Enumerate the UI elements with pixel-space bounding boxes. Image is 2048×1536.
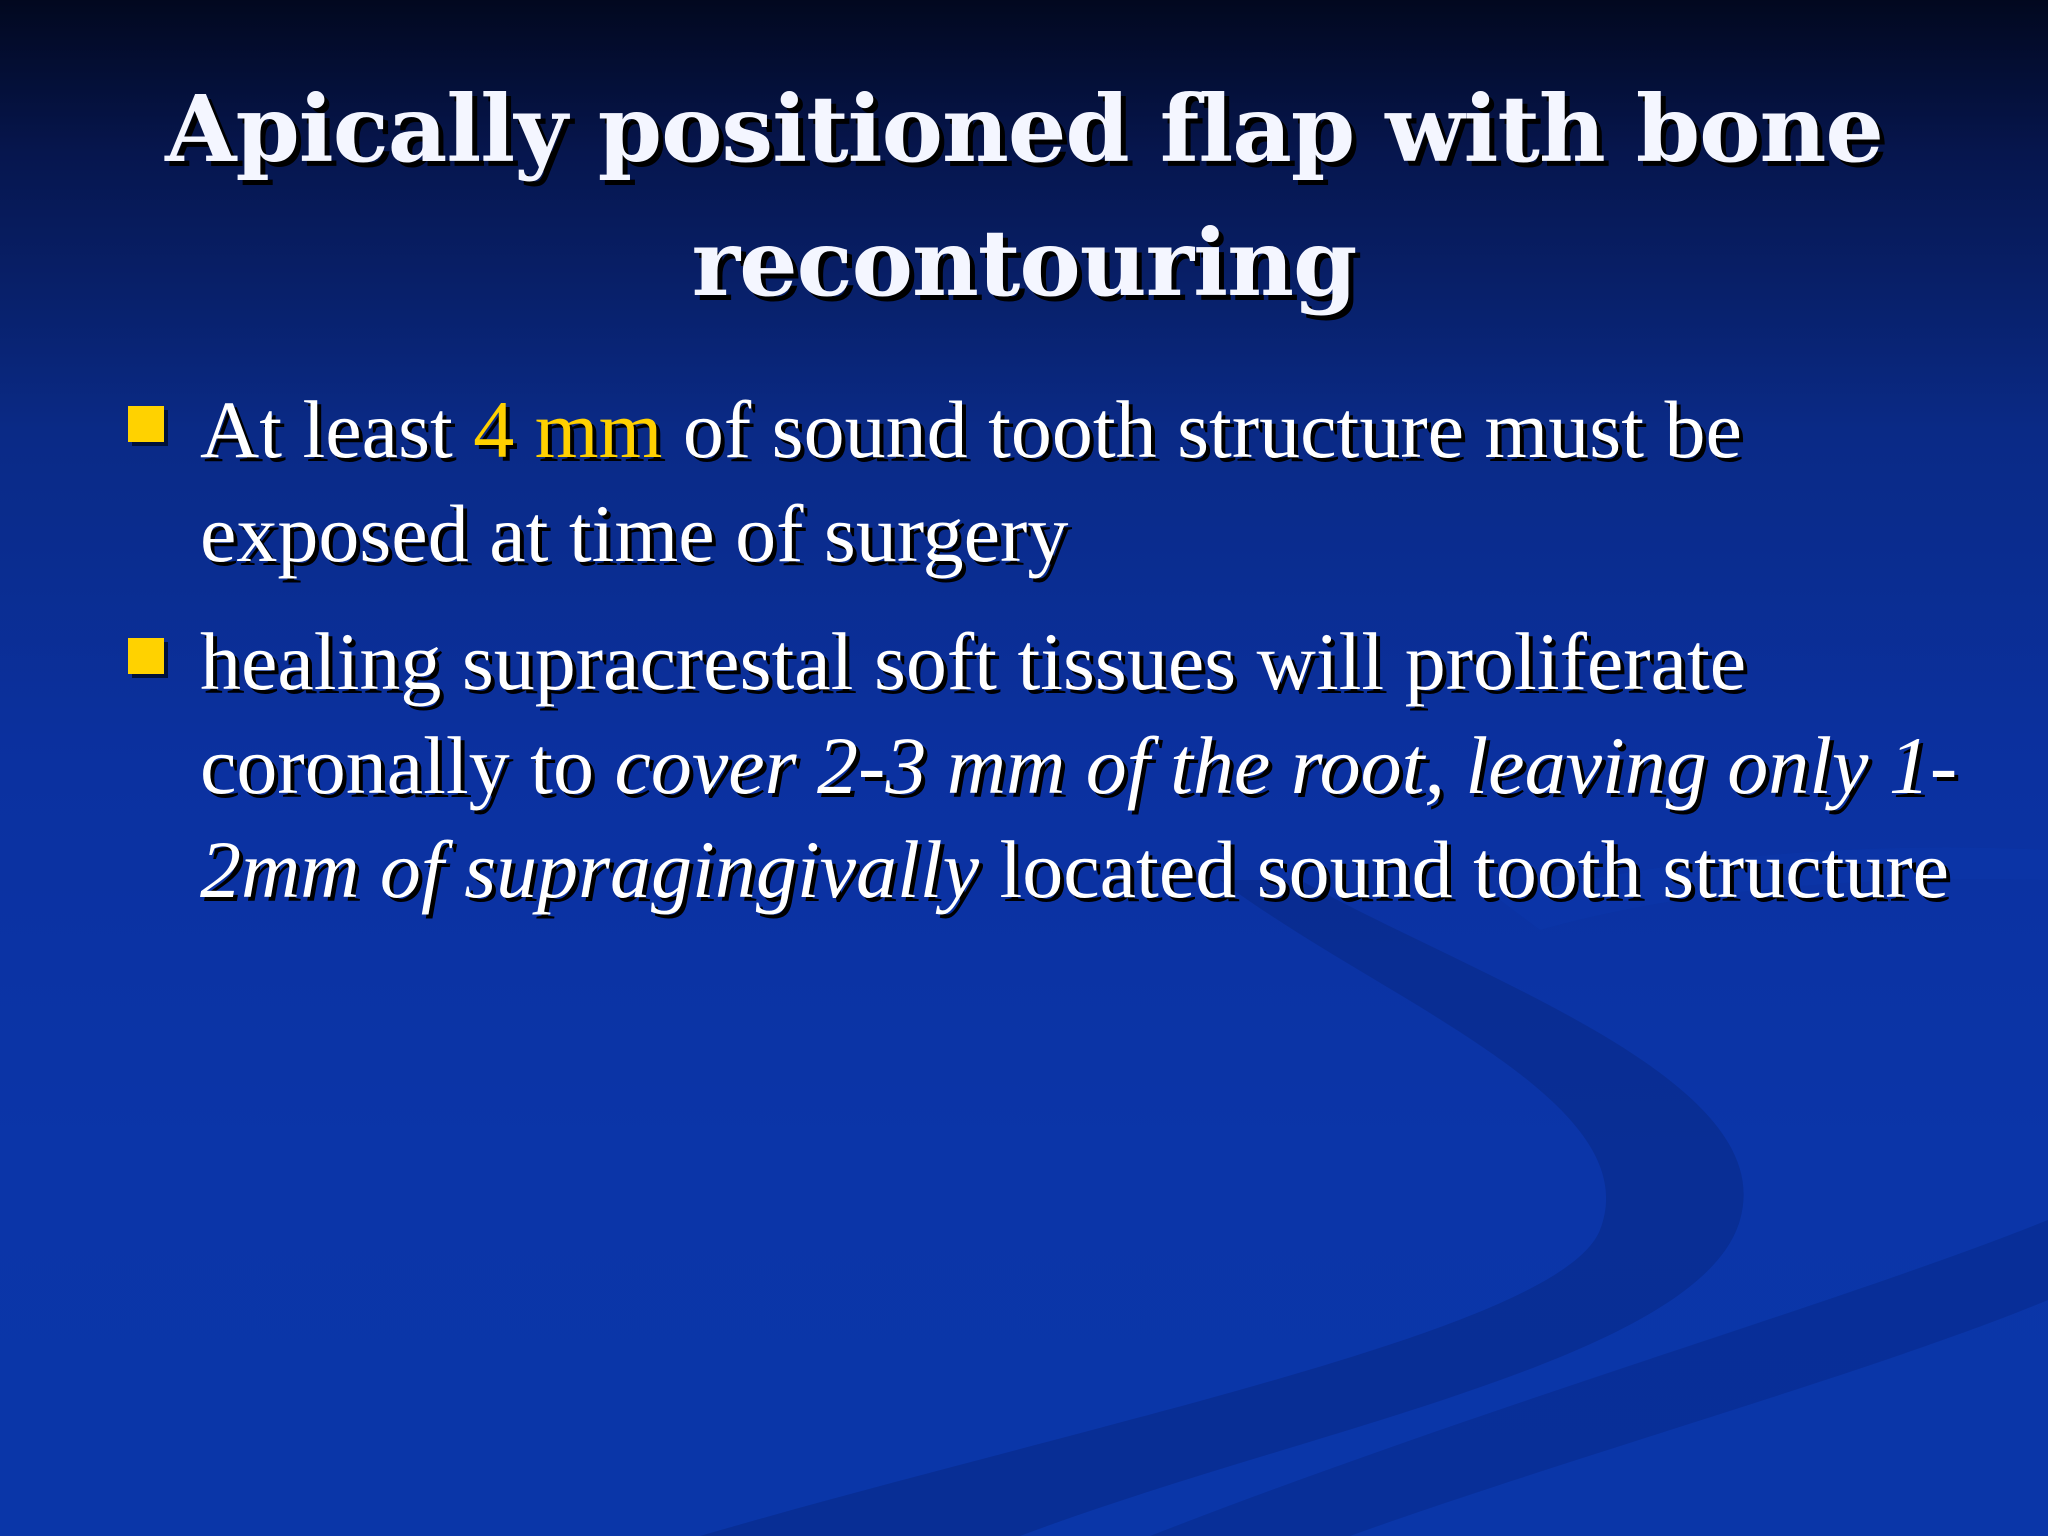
- bullet-square-icon: [128, 406, 164, 442]
- bullet-text-start: healing supracrestal soft tissues will proliferate coronally to: [200, 616, 1747, 811]
- bullet-list: [0, 378, 2048, 946]
- bullet-italic-text: cover 2-3 mm of the root, leaving only 1-2mm of supragingivally: [200, 720, 1958, 915]
- bullet-item: [0, 610, 2048, 922]
- bullet-text-end: of sound tooth structure must be exposed at time of surgery: [200, 384, 1742, 579]
- bullet-item: [0, 378, 2048, 586]
- bullet-highlight: 4 mm: [473, 384, 663, 475]
- bullet-square-icon: [128, 638, 164, 674]
- bullet-text-start: At least: [200, 384, 474, 475]
- bullet-text-end: located sound tooth structure: [978, 824, 1950, 915]
- slide-title: Apically positioned flap with bone recontouring: [165, 75, 1883, 317]
